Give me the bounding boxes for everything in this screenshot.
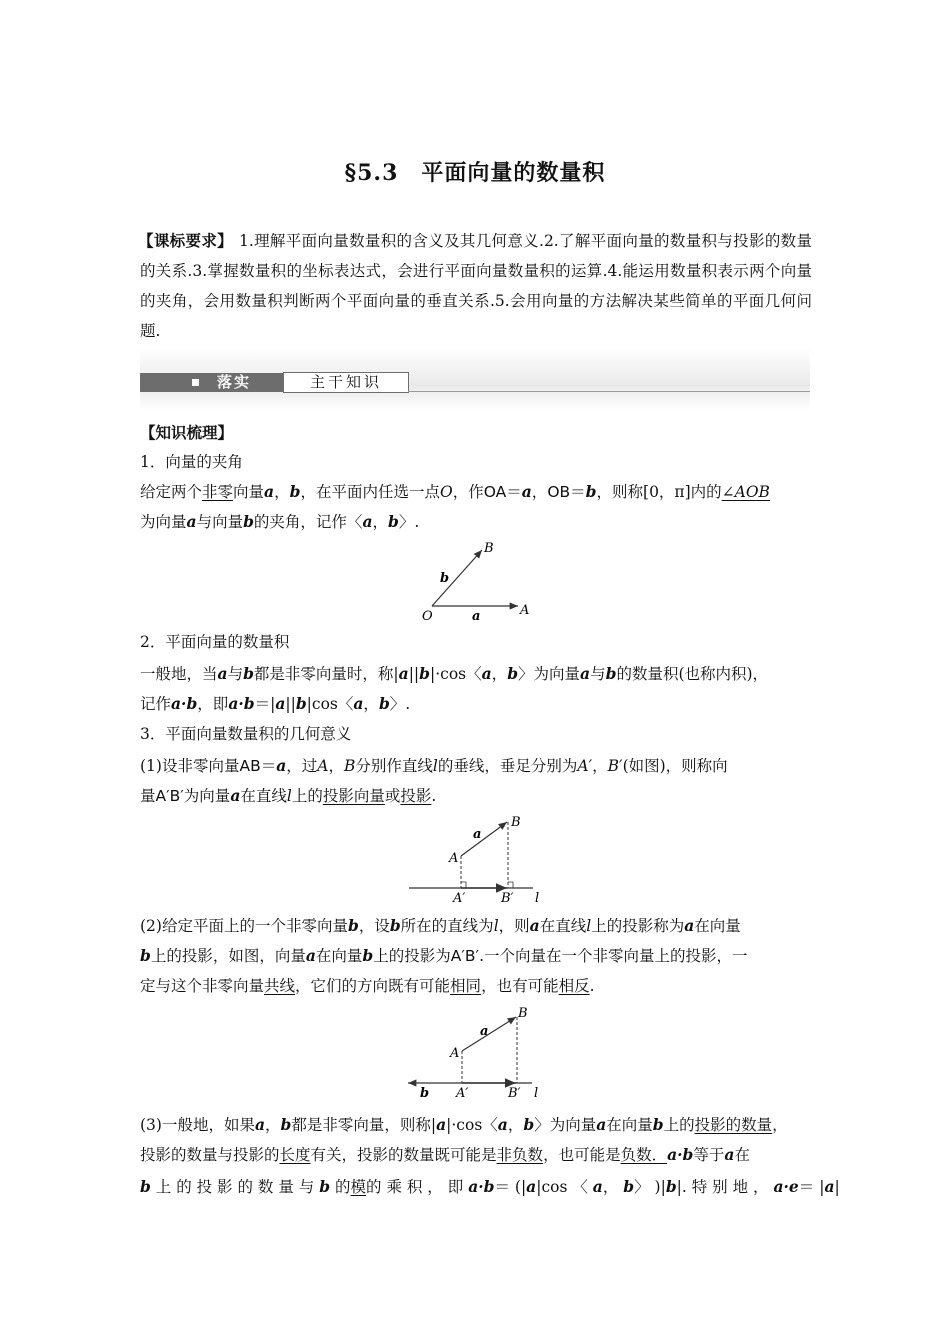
line-l: l xyxy=(286,787,292,805)
text: 都是非零向量时，称| xyxy=(253,665,399,683)
line-l: l xyxy=(432,757,438,775)
text: 投影的数量与投影的 xyxy=(140,1146,280,1164)
vector-b: b xyxy=(652,1115,664,1134)
text: ＝ xyxy=(506,483,522,501)
text: 都是非零向量，则称| xyxy=(291,1116,437,1134)
vector-b: b xyxy=(419,664,430,683)
sec3-p1-line1 xyxy=(140,751,812,781)
text: 在向量 xyxy=(694,917,741,935)
vector-ab: AB xyxy=(239,757,261,775)
text: ，设 xyxy=(358,917,390,935)
text: 与 xyxy=(227,665,244,683)
text: ，则 xyxy=(498,917,530,935)
label-vec-a: a xyxy=(480,1024,489,1039)
point-a-prime: A′ xyxy=(577,757,593,775)
vector-a: a xyxy=(254,1115,266,1134)
dot-product: a·b xyxy=(228,694,255,713)
underlined-answer: 非负数 xyxy=(496,1146,544,1164)
underlined-answer: 长度 xyxy=(279,1146,311,1164)
text: 的 乘 积 ， 即 xyxy=(366,1178,464,1196)
label-a-prime: A′ xyxy=(453,891,466,904)
requirements-text: 1.理解平面向量数量积的含义及其几何意义.2.了解平面向量的数量积与投影的数量的关系.3.掌握数量积的坐标表达式，会进行平面向量数量积的运算.4.能运用数量积表示两个向量的夹角，会用数量积判断两个平面向量的垂直关系.5.会用向量的方法解决某些简单的平面几何问题. xyxy=(140,232,812,340)
label-o: O xyxy=(422,609,433,624)
underlined-answer: 负数． xyxy=(620,1146,668,1164)
vector-a: a xyxy=(362,512,373,531)
vector-a: a xyxy=(276,756,287,775)
point-b: B xyxy=(344,757,356,775)
text: 等于 xyxy=(693,1146,725,1164)
underlined-answer: 投影的数量 xyxy=(694,1116,773,1134)
text: ＝ xyxy=(570,483,586,501)
vector-a: a xyxy=(217,664,228,683)
label-b: B xyxy=(484,541,494,556)
vector-a: a xyxy=(684,916,695,935)
vector-a-prime-b-prime: A′B′ xyxy=(450,947,480,965)
text: 上 的 投 影 的 数 量 与 xyxy=(155,1178,315,1196)
vector-b: b xyxy=(289,482,301,501)
text: ， xyxy=(602,1178,619,1196)
text: |. 特 别 地 ， xyxy=(676,1178,769,1196)
text: ， xyxy=(274,483,290,501)
label-a: A xyxy=(450,1046,460,1061)
text: ， xyxy=(265,1116,281,1134)
text: 在直线 xyxy=(240,787,287,805)
text: . xyxy=(589,977,595,995)
sec2-paragraph-line1 xyxy=(140,659,812,689)
vector-b: b xyxy=(523,1115,535,1134)
requirements-label: 【课标要求】 xyxy=(138,231,233,250)
text: ，作 xyxy=(452,483,484,501)
label-vec-a: a xyxy=(473,827,482,842)
text: ＝ | xyxy=(798,1178,825,1196)
label-b-prime: B′ xyxy=(501,891,514,904)
text: ， xyxy=(363,695,379,713)
sec1-paragraph-line2 xyxy=(140,507,812,537)
text: 〉为向量 xyxy=(518,665,581,683)
text: (2)给定平面上的一个非零向量 xyxy=(140,917,348,935)
line-l: l xyxy=(493,917,499,935)
text: 的垂线，垂足分别为 xyxy=(437,757,578,775)
vector-a: a xyxy=(526,1177,537,1196)
label-vec-b: b xyxy=(420,1086,430,1101)
vector-b: b xyxy=(605,664,617,683)
text: 与 xyxy=(590,665,606,683)
text: 在向量 xyxy=(315,947,363,965)
text: 在 xyxy=(734,1146,750,1164)
banner-dark-label: 落实 xyxy=(217,373,252,391)
underlined-answer: 投影向量 xyxy=(322,787,385,805)
text: (如图)，则称向 xyxy=(622,757,728,775)
underlined-answer: 相同 xyxy=(450,977,482,995)
vector-ob: OB xyxy=(547,483,571,501)
section-banner xyxy=(140,348,810,410)
label-l: l xyxy=(534,1086,539,1101)
text: || xyxy=(408,665,420,683)
sec2-heading: 2．平面向量的数量积 xyxy=(140,633,290,651)
vector-a: a xyxy=(264,482,275,501)
text: ， xyxy=(491,665,508,683)
text: |·cos〈 xyxy=(446,1116,498,1134)
text: 量 xyxy=(140,787,156,805)
text: 在向量 xyxy=(606,1116,653,1134)
text: ，也可能是 xyxy=(543,1146,621,1164)
vector-b: b xyxy=(378,694,390,713)
vector-a: a xyxy=(529,916,540,935)
page-title: §5.3 平面向量的数量积 xyxy=(344,160,606,186)
label-b: B xyxy=(518,1006,528,1021)
sec3-p2-line2 xyxy=(140,941,812,971)
vector-a: a xyxy=(521,482,532,501)
banner-box-label: 主干知识 xyxy=(283,372,409,393)
text: ， xyxy=(507,1116,524,1134)
vector-b: b xyxy=(295,694,307,713)
text: |·cos〈 xyxy=(430,665,482,683)
text: ， xyxy=(592,757,608,775)
text: 有关，投影的数量既可能是 xyxy=(310,1146,497,1164)
dot-product: a·e xyxy=(773,1177,799,1196)
vector-b: b xyxy=(362,946,374,965)
text: ，过 xyxy=(286,757,318,775)
vector-b: b xyxy=(507,664,519,683)
text: ，即 xyxy=(197,695,229,713)
vector-a: a xyxy=(724,1145,735,1164)
dot-product: a·b xyxy=(667,1145,694,1164)
underlined-answer: 共线 xyxy=(264,977,296,995)
text: .一个向量在一个非零向量上的投影，一 xyxy=(479,947,748,965)
text: ， xyxy=(531,483,548,501)
dot-product: a·b xyxy=(468,1177,495,1196)
vector-a: a xyxy=(592,1177,603,1196)
underlined-answer: 非零 xyxy=(202,483,234,501)
right-angle-mark xyxy=(461,882,466,888)
text: 记作 xyxy=(140,695,172,713)
vector-a: a xyxy=(824,1177,835,1196)
label-vec-a: a xyxy=(472,609,481,624)
dot-product: a·b xyxy=(171,694,198,713)
underlined-answer: 相反 xyxy=(558,977,590,995)
banner-rule xyxy=(408,391,810,392)
vector-a: a xyxy=(481,664,492,683)
text: | xyxy=(834,1178,840,1196)
label-b: B xyxy=(511,815,521,830)
label-a: A xyxy=(520,603,530,618)
label-vec-b: b xyxy=(440,571,450,586)
text: 的 xyxy=(335,1178,351,1196)
vector-b: b xyxy=(347,916,359,935)
vector-b: b xyxy=(389,916,401,935)
line-l: l xyxy=(586,917,592,935)
vector-a: a xyxy=(580,664,591,683)
vector-a-prime-b-prime: A′B′ xyxy=(155,787,184,805)
vector-a: a xyxy=(275,694,286,713)
vector-a: a xyxy=(398,664,409,683)
text: 的数量积(也称内积)， xyxy=(616,665,769,683)
square-bullet-icon xyxy=(192,379,199,386)
text: 或 xyxy=(384,787,401,805)
sec3-heading: 3．平面向量数量积的几何意义 xyxy=(140,725,352,743)
text: 给定两个 xyxy=(140,483,203,501)
text: 〉. xyxy=(389,695,411,713)
vector-a: a xyxy=(596,1115,607,1134)
vector-b: b xyxy=(140,946,151,965)
text: 〉 )| xyxy=(634,1178,666,1196)
underlined-answer: 投影 xyxy=(400,787,432,805)
text: 一般地，当 xyxy=(140,665,218,683)
text: ＝| xyxy=(254,695,276,713)
text: ＝ (| xyxy=(494,1178,527,1196)
text: 定与这个非零向量 xyxy=(140,977,265,995)
text: 上的 xyxy=(663,1116,695,1134)
label-a: A xyxy=(449,851,459,866)
vector-oa: OA xyxy=(483,483,507,501)
sec1-paragraph-line1 xyxy=(140,477,812,507)
sec3-p3-line2 xyxy=(140,1140,812,1170)
text: ， xyxy=(372,513,388,531)
text: ， xyxy=(772,1116,788,1134)
sec3-p3-line3 xyxy=(140,1172,840,1202)
point-b-prime: B′ xyxy=(607,757,623,775)
text: |cos〈 xyxy=(306,695,354,713)
sec2-paragraph-line2 xyxy=(140,689,812,719)
text: 在直线 xyxy=(539,917,587,935)
text: 上的投影，如图，向量 xyxy=(150,947,306,965)
text: |cos 〈 xyxy=(536,1178,588,1196)
label-a-prime: A′ xyxy=(456,1086,469,1101)
text: 为向量 xyxy=(140,513,187,531)
text: 上的投影称为 xyxy=(591,917,685,935)
text: ，它们的方向既有可能 xyxy=(295,977,451,995)
text: || xyxy=(285,695,296,713)
text: 为向量 xyxy=(183,787,231,805)
text: 分别作直线 xyxy=(355,757,433,775)
text: 〉. xyxy=(398,513,420,531)
point-o: O xyxy=(439,483,453,501)
text: 上的 xyxy=(291,787,323,805)
sec3-p1-line2 xyxy=(140,781,812,811)
text: 所在的直线为 xyxy=(400,917,494,935)
underlined-answer: 模 xyxy=(350,1178,367,1196)
point-a: A xyxy=(317,757,329,775)
vector-a: a xyxy=(353,694,364,713)
vector-ab-arrow xyxy=(461,822,507,856)
banner-dark-tab xyxy=(140,373,283,392)
vector-b: b xyxy=(665,1177,677,1196)
vector-b: b xyxy=(585,482,597,501)
curriculum-requirements xyxy=(140,226,812,346)
text: ，在平面内任选一点 xyxy=(300,483,440,501)
projection-diagram-1 xyxy=(405,812,550,904)
text: ，则称[0，π]内的 xyxy=(596,483,722,501)
right-angle-mark xyxy=(508,882,513,888)
sec3-p2-line1 xyxy=(140,911,812,941)
sec1-heading: 1．向量的夹角 xyxy=(140,453,243,471)
text: (3)一般地，如果 xyxy=(140,1116,255,1134)
vector-b: b xyxy=(280,1115,292,1134)
angle-diagram xyxy=(410,538,540,624)
vector-b: b xyxy=(243,512,254,531)
sec3-p2-line3 xyxy=(140,971,812,1001)
label-b-prime: B′ xyxy=(508,1086,521,1101)
vector-a: a xyxy=(186,512,197,531)
sec3-p3-line1 xyxy=(140,1110,812,1140)
vector-b: b xyxy=(243,664,254,683)
text: . xyxy=(431,787,437,805)
text: ， xyxy=(328,757,345,775)
vector-a: a xyxy=(230,786,241,805)
label-l: l xyxy=(535,891,540,904)
text: (1)设非零向量 xyxy=(140,757,240,775)
text: ＝ xyxy=(260,757,277,775)
vector-a: a xyxy=(497,1115,508,1134)
projection-diagram-2 xyxy=(400,1003,550,1101)
underlined-answer: ∠AOB xyxy=(721,483,770,501)
vector-a: a xyxy=(436,1115,447,1134)
text: 〉为向量 xyxy=(534,1116,597,1134)
vector-b: b xyxy=(388,512,399,531)
vector-a: a xyxy=(305,946,316,965)
vector-b: b xyxy=(623,1177,635,1196)
text: 向量 xyxy=(233,483,265,501)
text: 的夹角，记作〈 xyxy=(253,513,363,531)
vector-b: b xyxy=(140,1177,151,1196)
text: 上的投影为 xyxy=(373,947,451,965)
knowledge-label: 【知识梳理】 xyxy=(140,423,234,442)
text: ，也有可能 xyxy=(481,977,559,995)
vector-ab-arrow xyxy=(462,1017,516,1051)
vector-b: b xyxy=(319,1177,331,1196)
text: 与向量 xyxy=(196,513,244,531)
